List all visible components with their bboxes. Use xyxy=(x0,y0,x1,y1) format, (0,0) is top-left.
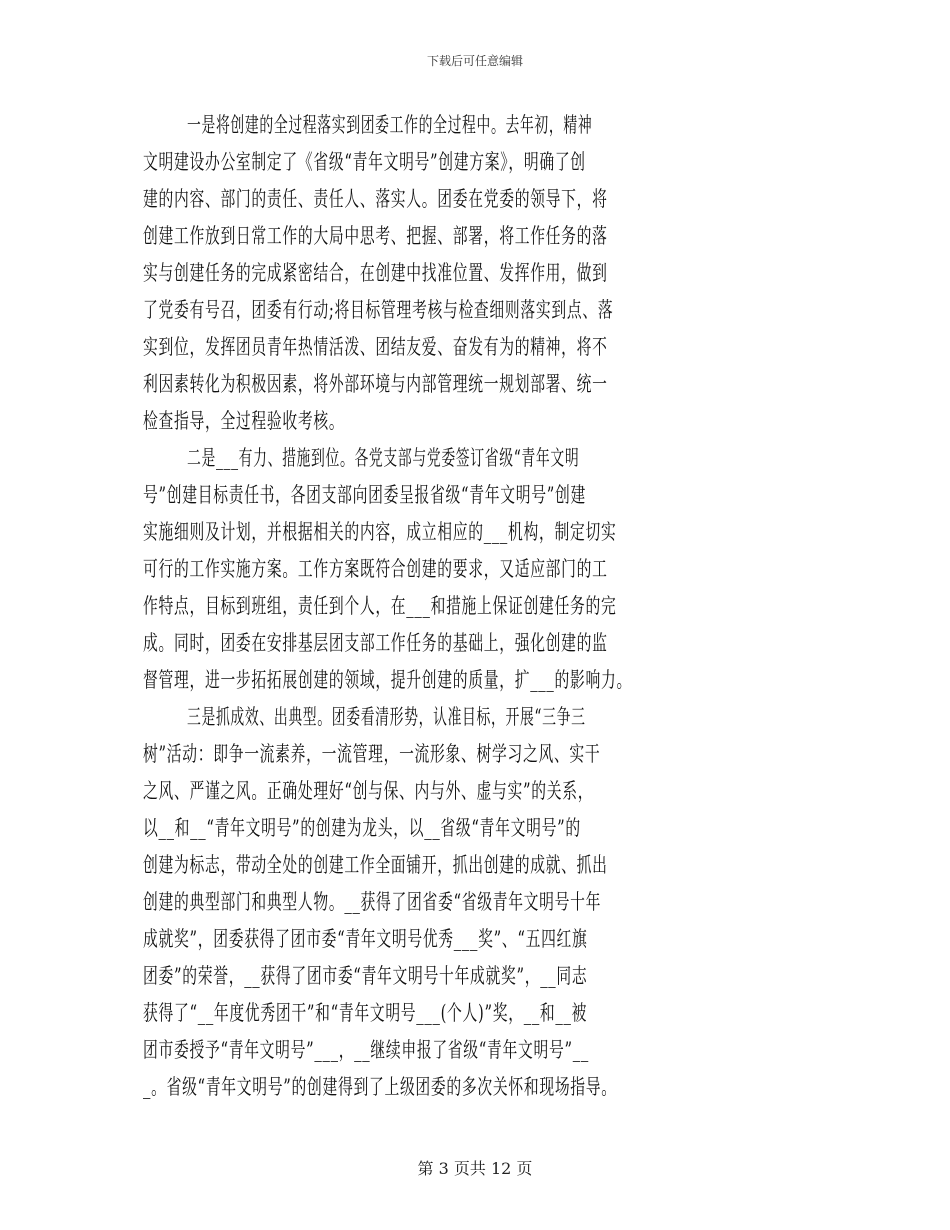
paragraph-line: 文明建设办公室制定了《省级“青年文明号”创建方案》，明确了创 xyxy=(143,150,586,174)
paragraph-line: 团市委授予“青年文明号”___，__继续申报了省级“青年文明号”__ xyxy=(143,1038,589,1062)
paragraph-line: 三是抓成效、出典型。团委看清形势，认准目标，开展“三争三 xyxy=(187,705,586,729)
paragraph-line: 创建的典型部门和典型人物。__获得了团省委“省级青年文明号十年 xyxy=(143,890,602,914)
paragraph-line: 创建为标志，带动全处的创建工作全面铺开，抓出创建的成就、抓出 xyxy=(143,853,608,877)
paragraph-line: 以__和__“青年文明号”的创建为龙头，以__省级“青年文明号”的 xyxy=(143,816,581,840)
paragraph-line: 创建工作放到日常工作的大局中思考、把握、部署，将工作任务的落 xyxy=(143,224,608,248)
paragraph-line: 获得了“__年度优秀团干”和“青年文明号___(个人)”奖，__和__被 xyxy=(143,1001,588,1025)
page-header: 下载后可任意编辑 xyxy=(426,54,523,68)
paragraph-line: 团委”的荣誉，__获得了团市委“青年文明号十年成就奖”，__同志 xyxy=(143,964,588,988)
paragraph-line: 实到位，发挥团员青年热情活泼、团结友爱、奋发有为的精神，将不 xyxy=(143,335,608,359)
paragraph-line: 作特点，目标到班组，责任到个人，在___和措施上保证创建任务的完 xyxy=(143,594,617,618)
paragraph-line: 实与创建任务的完成紧密结合，在创建中找准位置、发挥作用，做到 xyxy=(143,261,608,285)
paragraph-line: 一是将创建的全过程落实到团委工作的全过程中。去年初，精神 xyxy=(187,113,593,137)
paragraph-line: 二是___有力、措施到位。各党支部与党委签订省级“青年文明 xyxy=(187,446,580,470)
paragraph-line: 利因素转化为积极因素，将外部环境与内部管理统一规划部署、统一 xyxy=(143,372,608,396)
paragraph-line: 成。同时，团委在安排基层团支部工作任务的基础上，强化创建的监 xyxy=(143,631,608,655)
paragraph-line: 督管理，进一步拓拓展创建的领域，提升创建的质量，扩___的影响力。 xyxy=(143,668,632,692)
paragraph-line: 成就奖”，团委获得了团市委“青年文明号优秀___奖”、“五四红旗 xyxy=(143,927,588,951)
page-footer: 第 3 页共 12 页 xyxy=(417,1159,533,1178)
paragraph-line: _。省级“青年文明号”的创建得到了上级团委的多次关怀和现场指导。 xyxy=(143,1075,617,1099)
paragraph-line: 之风、严谨之风。正确处理好“创与保、内与外、虚与实”的关系， xyxy=(143,779,594,803)
paragraph-line: 可行的工作实施方案。工作方案既符合创建的要求，又适应部门的工 xyxy=(143,557,608,581)
paragraph-line: 树”活动：即争一流素养，一流管理，一流形象、树学习之风、实干 xyxy=(143,742,601,766)
paragraph-line: 建的内容、部门的责任、责任人、落实人。团委在党委的领导下，将 xyxy=(143,187,608,211)
paragraph-line: 了党委有号召，团委有行动;将目标管理考核与检查细则落实到点、落 xyxy=(143,298,614,322)
paragraph-line: 号”创建目标责任书，各团支部向团委呈报省级“青年文明号”创建 xyxy=(143,483,586,507)
paragraph-line: 检查指导，全过程验收考核。 xyxy=(143,409,345,433)
paragraph-line: 实施细则及计划，并根据相关的内容，成立相应的___机构，制定切实 xyxy=(143,520,617,544)
